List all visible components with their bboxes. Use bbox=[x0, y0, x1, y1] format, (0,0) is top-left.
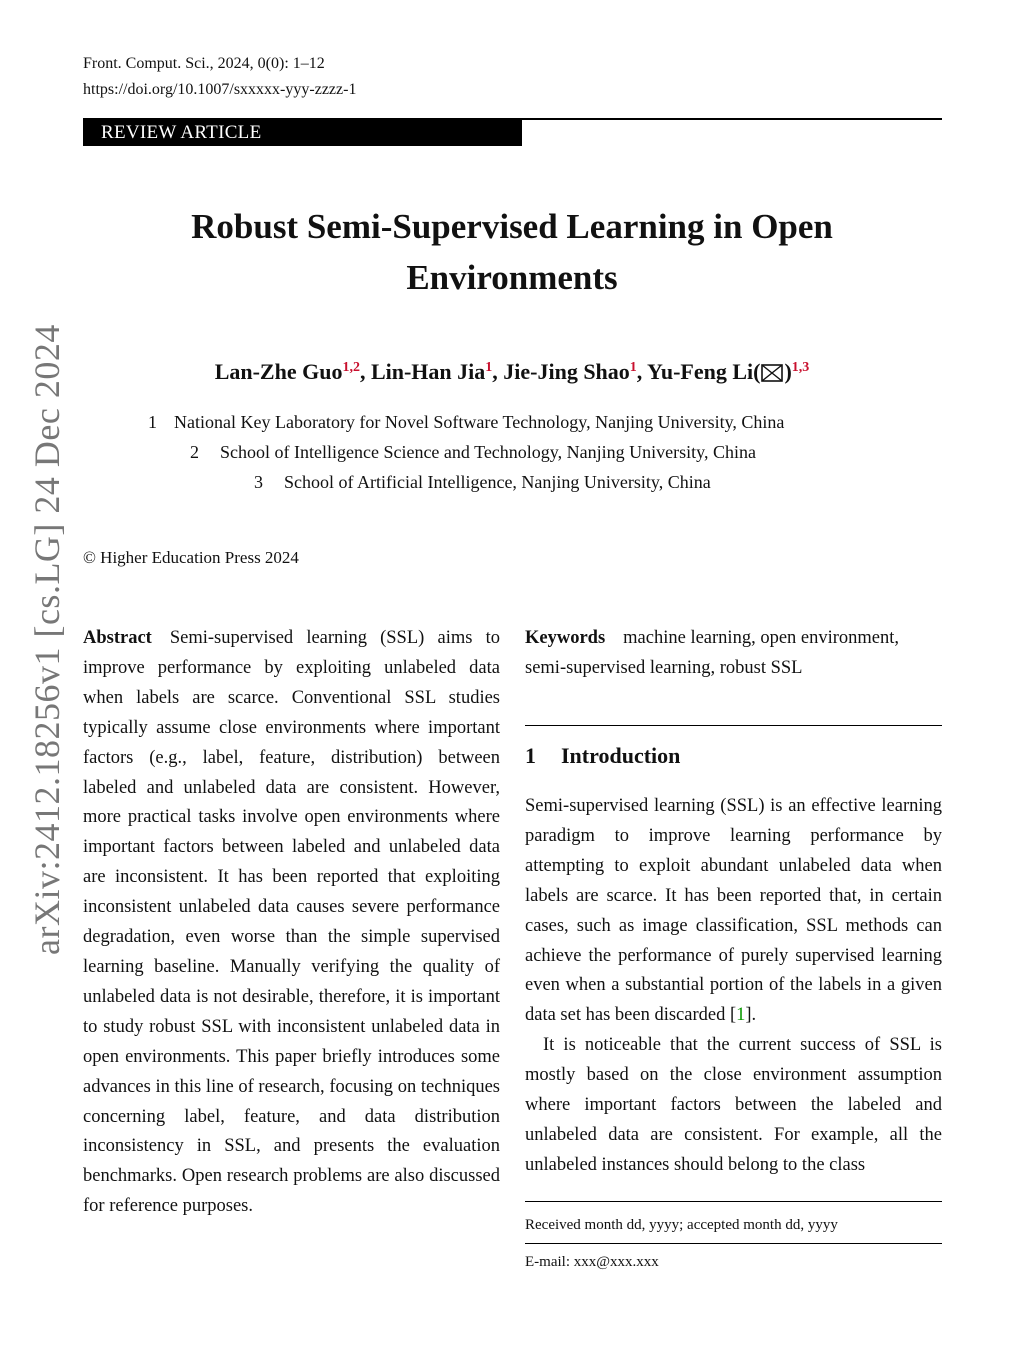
doi-link[interactable]: https://doi.org/10.1007/sxxxxx-yyy-zzzz-1 bbox=[83, 81, 357, 98]
copyright-notice: © Higher Education Press 2024 bbox=[83, 548, 299, 567]
abstract-label: Abstract bbox=[83, 628, 152, 648]
section-heading-introduction bbox=[525, 740, 680, 772]
envelope-icon bbox=[761, 357, 783, 393]
introduction-body bbox=[525, 792, 942, 1181]
keywords-block bbox=[525, 624, 942, 684]
author-affil-sup: 1 bbox=[485, 360, 493, 375]
article-type-banner: REVIEW ARTICLE bbox=[83, 119, 522, 146]
citation-link[interactable]: 1 bbox=[736, 1005, 746, 1026]
keywords-rule bbox=[525, 725, 942, 726]
affiliation-2 bbox=[190, 437, 756, 467]
arxiv-side-label[interactable]: arXiv:2412.18256v1 [cs.LG] 24 Dec 2024 bbox=[27, 324, 67, 955]
corresponding-open: ( bbox=[753, 359, 761, 384]
author-name: Yu-Feng Li bbox=[646, 359, 754, 384]
affiliation-3 bbox=[254, 467, 711, 497]
footnote-rule bbox=[525, 1243, 942, 1244]
journal-citation: Front. Comput. Sci., 2024, 0(0): 1–12 bbox=[83, 55, 325, 72]
author-list: Lan-Zhe Guo$^{1,2}$, Lin-Han Jia$^1$, Jie-Jing Shao$^1$, Yu-Feng Li( )$^{1,3}$ bbox=[100, 354, 924, 393]
email-footnote: E-mail: xxx@xxx.xxx bbox=[525, 1254, 659, 1270]
affiliation-number: 3 bbox=[254, 472, 263, 492]
affiliation-text: School of Artificial Intelligence, Nanjing University, China bbox=[284, 472, 711, 492]
abstract-block bbox=[83, 624, 500, 1222]
keywords-label: Keywords bbox=[525, 628, 606, 648]
intro-paragraph-1 bbox=[525, 792, 942, 1031]
abstract-text: Semi-supervised learning (SSL) aims to improve performance by exploiting unlabeled data when labels are scarce. Conventional SSL studies typically assume close environments where important factors (e.g., label, feature, distribution) between labeled and unlabeled data are consistent. However, more practical tasks involve open environments where important factors between labeled and unlabeled data are inconsistent. It has been reported that exploiting inconsistent unlabeled data causes severe performance degradation, even worse than the simple supervised learning baseline. Manually verifying the quality of unlabeled data is not desirable, therefore, it is important to study robust SSL with inconsistent unlabeled data in open environments. This paper briefly introduces some advances in this line of research, focusing on techniques concerning label, feature, and data distribution inconsistency in SSL, and presents the evaluation benchmarks. Open research problems are also discussed for reference purposes. bbox=[83, 628, 500, 1217]
intro-text: Semi-supervised learning (SSL) is an effective learning paradigm to improve learning performance by attempting to exploit abundant unlabeled data when labels are scarce. It has been reported that, in certain cases, such as image classification, SSL methods can achieve the performance of purely supervised learning even when a substantial portion of the labels in a given data set has been discarded [ bbox=[525, 796, 942, 1026]
affiliation-text: National Key Laboratory for Novel Software Technology, Nanjing University, China bbox=[174, 412, 785, 432]
footnote-rule bbox=[525, 1201, 942, 1202]
affiliation-number: 2 bbox=[190, 442, 199, 462]
journal-header bbox=[83, 51, 356, 103]
affiliation-text: School of Intelligence Science and Technology, Nanjing University, China bbox=[220, 442, 756, 462]
received-dates: Received month dd, yyyy; accepted month dd, yyyy bbox=[525, 1217, 838, 1233]
author-name: Jie-Jing Shao bbox=[503, 359, 630, 384]
author-affil-sup: 1 bbox=[629, 360, 637, 375]
paper-title: Robust Semi-Supervised Learning in Open Environments bbox=[191, 207, 833, 297]
author-name: Lan-Zhe Guo bbox=[214, 359, 343, 384]
intro-paragraph-2: It is noticeable that the current success of SSL is mostly based on the close environment assumption where important factors between the labeled and unlabeled data are consistent. For example, all the unlabeled instances should belong to the class bbox=[525, 1035, 942, 1175]
section-title: Introduction bbox=[561, 743, 681, 768]
intro-text: ]. bbox=[745, 1005, 757, 1026]
corresponding-close: ) bbox=[784, 359, 792, 384]
affiliation-1 bbox=[148, 407, 784, 437]
keywords-text: machine learning, open environment, semi-supervised learning, robust SSL bbox=[525, 628, 900, 678]
author-affil-sup: 1,3 bbox=[791, 360, 810, 375]
author-affil-sup: 1,2 bbox=[342, 360, 360, 375]
author-name: Lin-Han Jia bbox=[370, 359, 486, 384]
affiliation-number: 1 bbox=[148, 412, 157, 432]
section-number: 1 bbox=[525, 743, 536, 768]
